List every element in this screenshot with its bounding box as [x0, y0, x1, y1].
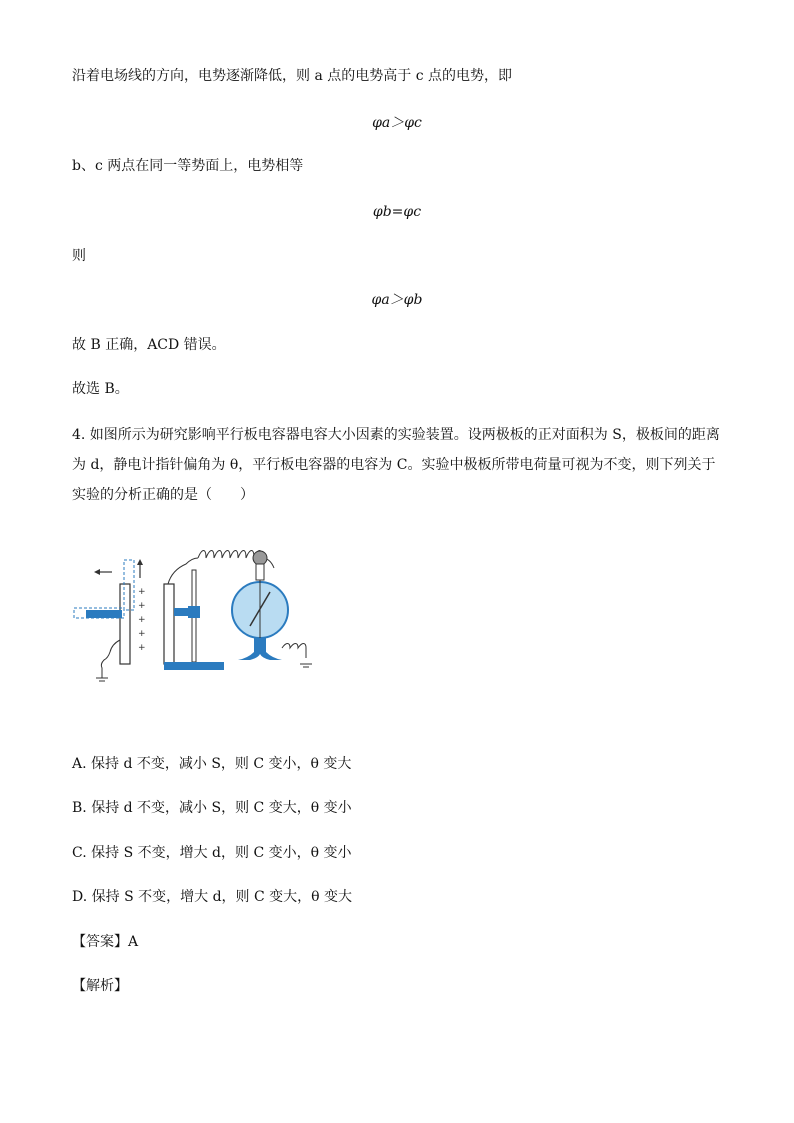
solution-line-3: 则 [72, 248, 86, 264]
solution-line-2: b、c 两点在同一等势面上，电势相等 [72, 158, 304, 174]
option-c: C. 保持 S 不变，增大 d，则 C 变小，θ 变小 [72, 845, 352, 861]
equation-3: φa＞φb [371, 292, 423, 308]
option-a: A. 保持 d 不变，减小 S，则 C 变小，θ 变大 [72, 756, 352, 772]
option-b: B. 保持 d 不变，减小 S，则 C 变大，θ 变小 [72, 800, 352, 816]
svg-text:+: + [138, 615, 146, 625]
analysis-label: 【解析】 [72, 978, 128, 994]
answer-label: 【答案】A [72, 934, 139, 950]
svg-text:+: + [138, 629, 146, 639]
solution-line-1: 沿着电场线的方向，电势逐渐降低，则 a 点的电势高于 c 点的电势，即 [72, 68, 512, 84]
solution-line-4: 故 B 正确，ACD 错误。 [72, 337, 226, 353]
equation-2: φb=φc [372, 204, 422, 220]
solution-line-5: 故选 B。 [72, 381, 129, 397]
right-plate [164, 584, 174, 664]
option-d: D. 保持 S 不变，增大 d，则 C 变大，θ 变大 [72, 889, 353, 905]
plus-signs [138, 587, 146, 653]
svg-text:+: + [138, 587, 146, 597]
left-plate [120, 584, 130, 664]
svg-text:+: + [138, 601, 146, 611]
equation-1: φa＞φc [372, 115, 422, 131]
question-4-text: 4. 如图所示为研究影响平行板电容器电容大小因素的实验装置。设两极板的正对面积为 S，极板间的距离为 d，静电计指针偏角为 θ，平行板电容器的电容为 C。实验中极板所带电荷量可视为不变，则下列关于实验的分析正确的是（ ） [72, 427, 720, 503]
svg-text:+: + [138, 643, 146, 653]
capacitor-experiment-figure [68, 530, 318, 690]
